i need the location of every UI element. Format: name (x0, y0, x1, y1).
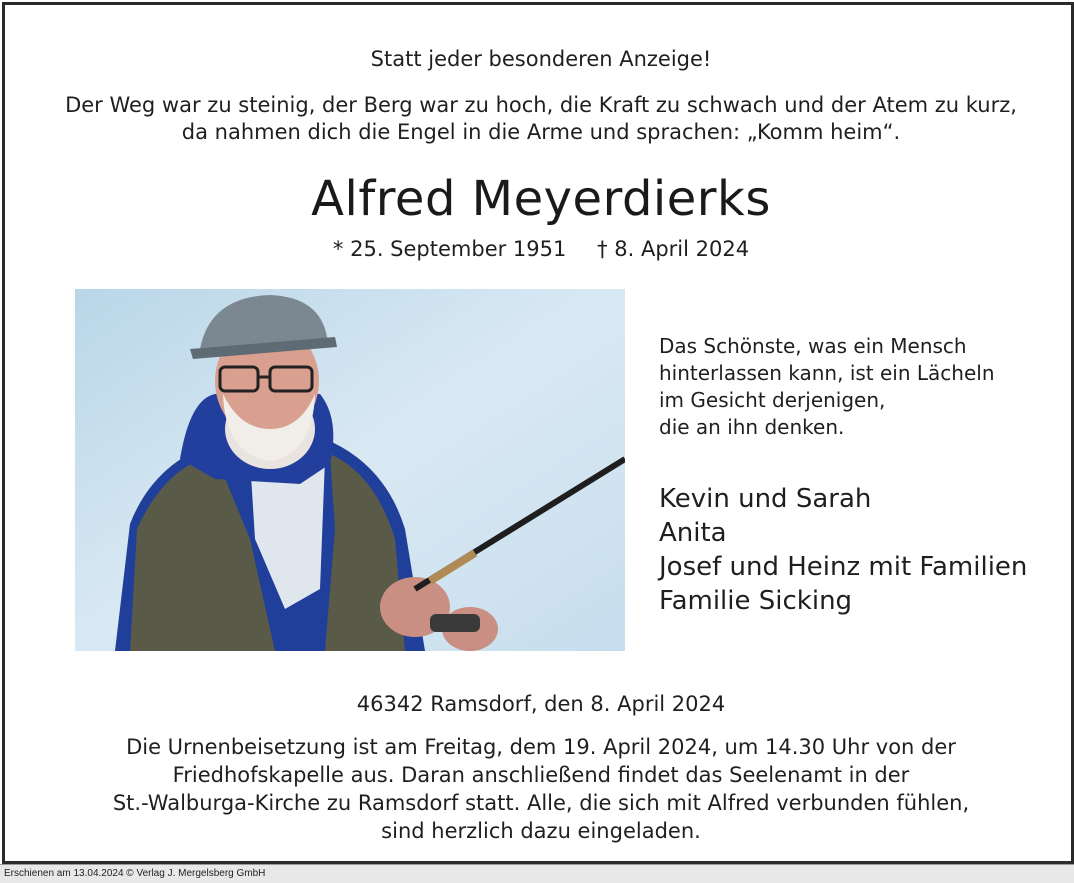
intro-line: Statt jeder besonderen Anzeige! (370, 47, 712, 71)
details-line: St.-Walburga-Kirche zu Ramsdorf statt. Alle, die sich mit Alfred verbunden fühlen, (112, 791, 970, 815)
verse (5, 92, 1074, 146)
mourner-entry: Familie Sicking (659, 586, 853, 616)
verse-line: Der Weg war zu steinig, der Berg war zu hoch, die Kraft zu schwach und der Atem zu kurz, (65, 93, 1017, 117)
verse-line: da nahmen dich die Engel in die Arme und sprachen: „Komm heim“. (181, 120, 901, 144)
memorial-quote (659, 333, 995, 441)
quote-line: Das Schönste, was ein Mensch (659, 334, 967, 358)
quote-line: hinterlassen kann, ist ein Lächeln (659, 361, 995, 385)
portrait-photo (75, 289, 625, 651)
funeral-details (5, 733, 1074, 845)
details-line: sind herzlich dazu eingeladen. (381, 819, 701, 843)
quote-line: im Gesicht derjenigen, (659, 388, 886, 412)
details-line: Friedhofskapelle aus. Daran anschließend findet das Seelenamt in der (172, 763, 910, 787)
quote-line: die an ihn denken. (659, 415, 845, 439)
mourner-entry: Josef und Heinz mit Familien (659, 552, 1028, 582)
mourner-entry: Anita (659, 518, 727, 548)
portrait-illustration (75, 289, 625, 651)
mourners-list (659, 482, 1027, 618)
details-line: Die Urnenbeisetzung ist am Freitag, dem 19. April 2024, um 14.30 Uhr von der (126, 735, 956, 759)
deceased-name: Alfred Meyerdierks (311, 171, 771, 227)
death-date: † 8. April 2024 (597, 237, 750, 261)
place-and-date: 46342 Ramsdorf, den 8. April 2024 (356, 692, 726, 716)
mourner-entry: Kevin und Sarah (659, 484, 872, 514)
obituary-notice (2, 2, 1074, 864)
life-dates (5, 237, 1074, 261)
publication-footer (0, 864, 1074, 883)
publication-info: Erschienen am 13.04.2024 © Verlag J. Mergelsberg GmbH (4, 868, 266, 879)
birth-date: * 25. September 1951 (332, 237, 567, 261)
